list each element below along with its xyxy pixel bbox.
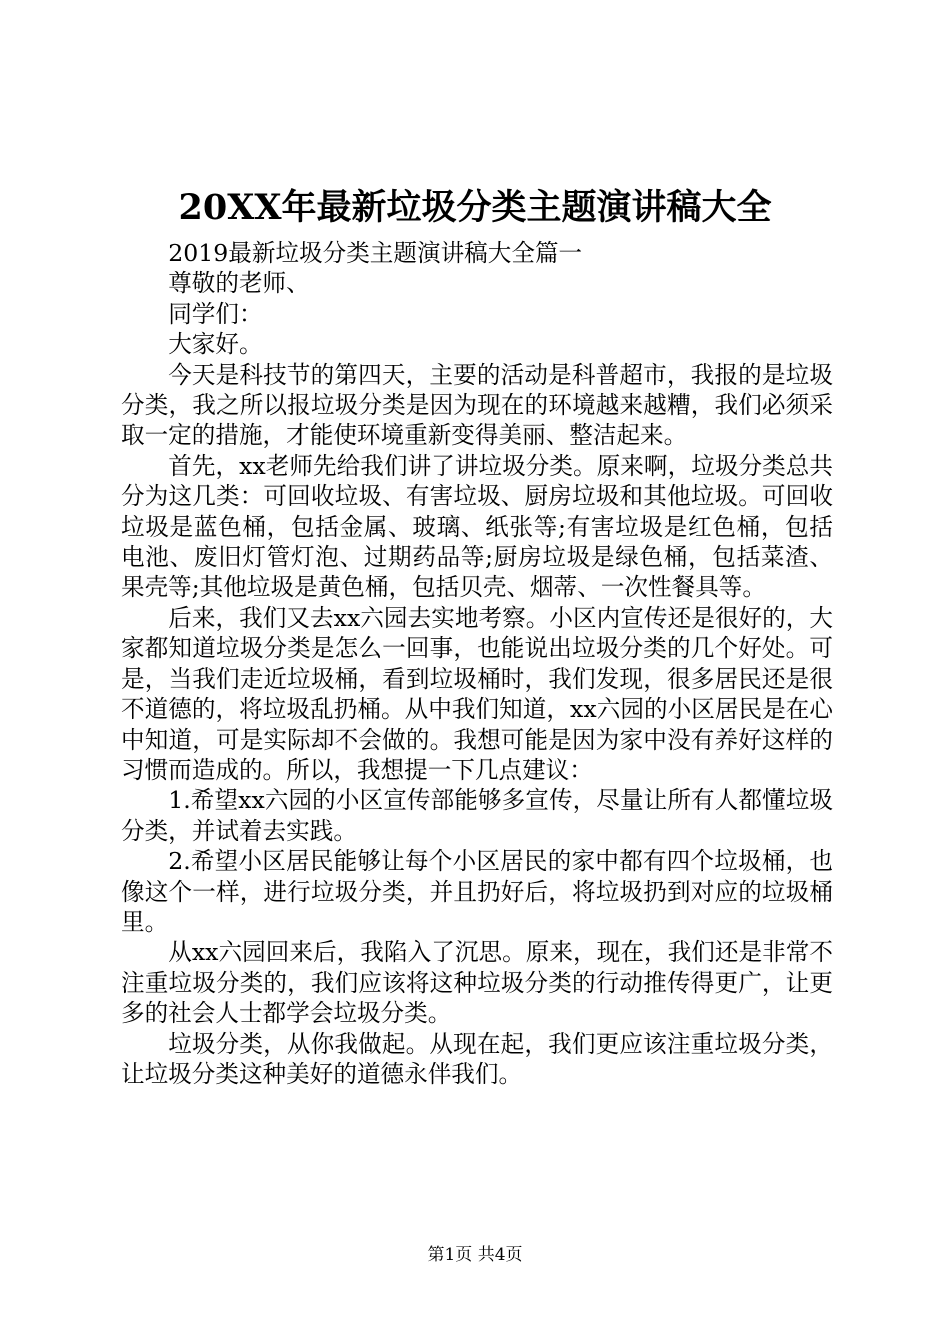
paragraph-field-visit: 后来，我们又去xx六园去实地考察。小区内宣传还是很好的，大家都知道垃圾分类是怎么一回事，也能说出垃圾分类的几个好处。可是，当我们走近垃圾桶，看到垃圾桶时，我们发现，很多居民还是很不道德的，将垃圾乱扔桶。从中我们知道，xx六园的小区居民是在心中知道，可是实际却不会做的。我想可能是因为家中没有养好这样的习惯而造成的。所以，我想提一下几点建议： — [121, 603, 833, 784]
paragraph-conclusion: 垃圾分类，从你我做起。从现在起，我们更应该注重垃圾分类，让垃圾分类这种美好的道德永伴我们。 — [121, 1029, 833, 1088]
paragraph-greeting: 大家好。 — [168, 330, 263, 359]
paragraph-reflection: 从xx六园回来后，我陷入了沉思。原来，现在，我们还是非常不注重垃圾分类的，我们应该将这种垃圾分类的行动推传得更广，让更多的社会人士都学会垃圾分类。 — [121, 938, 833, 1028]
paragraph-subtitle: 2019最新垃圾分类主题演讲稿大全篇一 — [168, 239, 583, 267]
document-title: 20XX年最新垃圾分类主题演讲稿大全 — [178, 187, 772, 228]
paragraph-categories: 首先，xx老师先给我们讲了讲垃圾分类。原来啊，垃圾分类总共分为这几类：可回收垃圾、有害垃圾、厨房垃圾和其他垃圾。可回收垃圾是蓝色桶，包括金属、玻璃、纸张等;有害垃圾是红色桶，包括电池、废旧灯管灯泡、过期药品等;厨房垃圾是绿色桶，包括菜渣、果壳等;其他垃圾是黄色桶，包括贝壳、烟蒂、一次性餐具等。 — [121, 451, 833, 602]
document-body — [121, 238, 833, 1089]
paragraph-intro: 今天是科技节的第四天，主要的活动是科普超市，我报的是垃圾分类，我之所以报垃圾分类是因为现在的环境越来越糟，我们必须采取一定的措施，才能使环境重新变得美丽、整洁起来。 — [121, 360, 833, 450]
page-footer: 第1页 共4页 — [427, 1245, 523, 1265]
paragraph-salutation-students: 同学们： — [168, 299, 263, 328]
paragraph-salutation-teachers: 尊敬的老师、 — [168, 269, 310, 298]
paragraph-suggestion-2: 2.希望小区居民能够让每个小区居民的家中都有四个垃圾桶，也像这个一样，进行垃圾分类，并且扔好后，将垃圾扔到对应的垃圾桶里。 — [121, 847, 833, 936]
paragraph-suggestion-1: 1.希望xx六园的小区宣传部能够多宣传，尽量让所有人都懂垃圾分类，并试着去实践。 — [121, 786, 833, 845]
